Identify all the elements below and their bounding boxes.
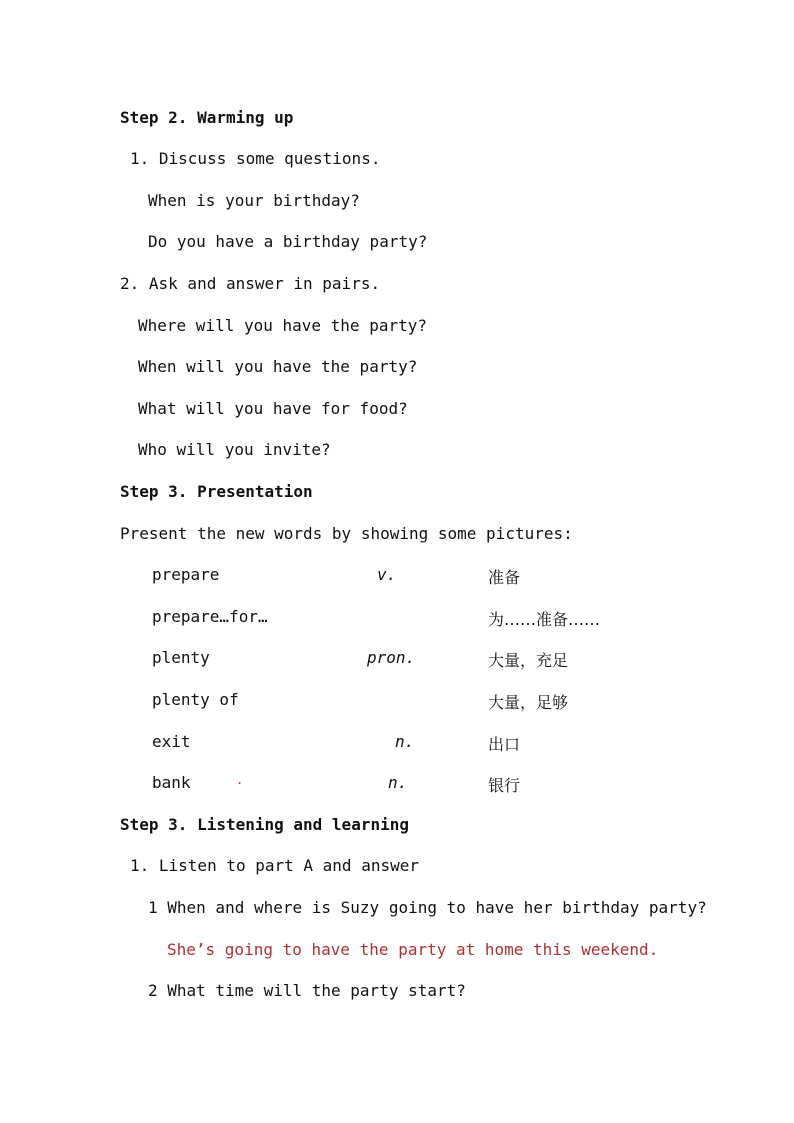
vocab-word: exit [152,732,191,751]
vocab-word: prepare…for… [152,607,268,626]
vocab-meaning: 银行 [488,776,521,795]
listening-question-1: 1 When and where is Suzy going to have her birthday party? [148,898,707,917]
vocab-row [0,732,794,752]
step3-listening-heading: Step 3. Listening and learning [120,815,409,834]
stray-mark: . [236,773,244,787]
question-where: Where will you have the party? [138,316,427,335]
vocab-row [0,565,794,585]
vocab-row [0,690,794,710]
vocab-word: prepare [152,565,220,584]
listening-item-1: 1. Listen to part A and answer [130,856,419,875]
step2-heading: Step 2. Warming up [120,108,294,127]
vocab-row [0,648,794,668]
vocab-meaning: 大量，足够 [488,693,569,712]
vocab-word: plenty [152,648,210,667]
vocab-word: bank [152,773,191,792]
vocab-pos: pron. [367,648,416,667]
question-invite: Who will you invite? [138,440,331,459]
vocab-pos: n. [388,773,408,792]
vocab-meaning: 准备 [488,568,521,587]
step2-item-2: 2. Ask and answer in pairs. [120,274,381,293]
step2-item-1: 1. Discuss some questions. [130,149,381,168]
vocab-pos: n. [395,732,415,751]
presentation-intro: Present the new words by showing some pictures: [120,524,573,543]
vocab-word: plenty of [152,690,239,709]
step3-presentation-heading: Step 3. Presentation [120,482,313,501]
question-birthday-party: Do you have a birthday party? [148,232,428,251]
question-birthday: When is your birthday? [148,191,360,210]
vocab-meaning: 出口 [488,735,521,754]
question-food: What will you have for food? [138,399,408,418]
vocab-row [0,607,794,627]
vocab-pos: v. [377,565,397,584]
vocab-meaning: 为……准备…… [488,610,601,629]
vocab-meaning: 大量，充足 [488,651,569,670]
question-when: When will you have the party? [138,357,418,376]
listening-answer-1: She’s going to have the party at home this weekend. [167,940,659,959]
listening-question-2: 2 What time will the party start? [148,981,466,1000]
vocab-row [0,773,794,793]
